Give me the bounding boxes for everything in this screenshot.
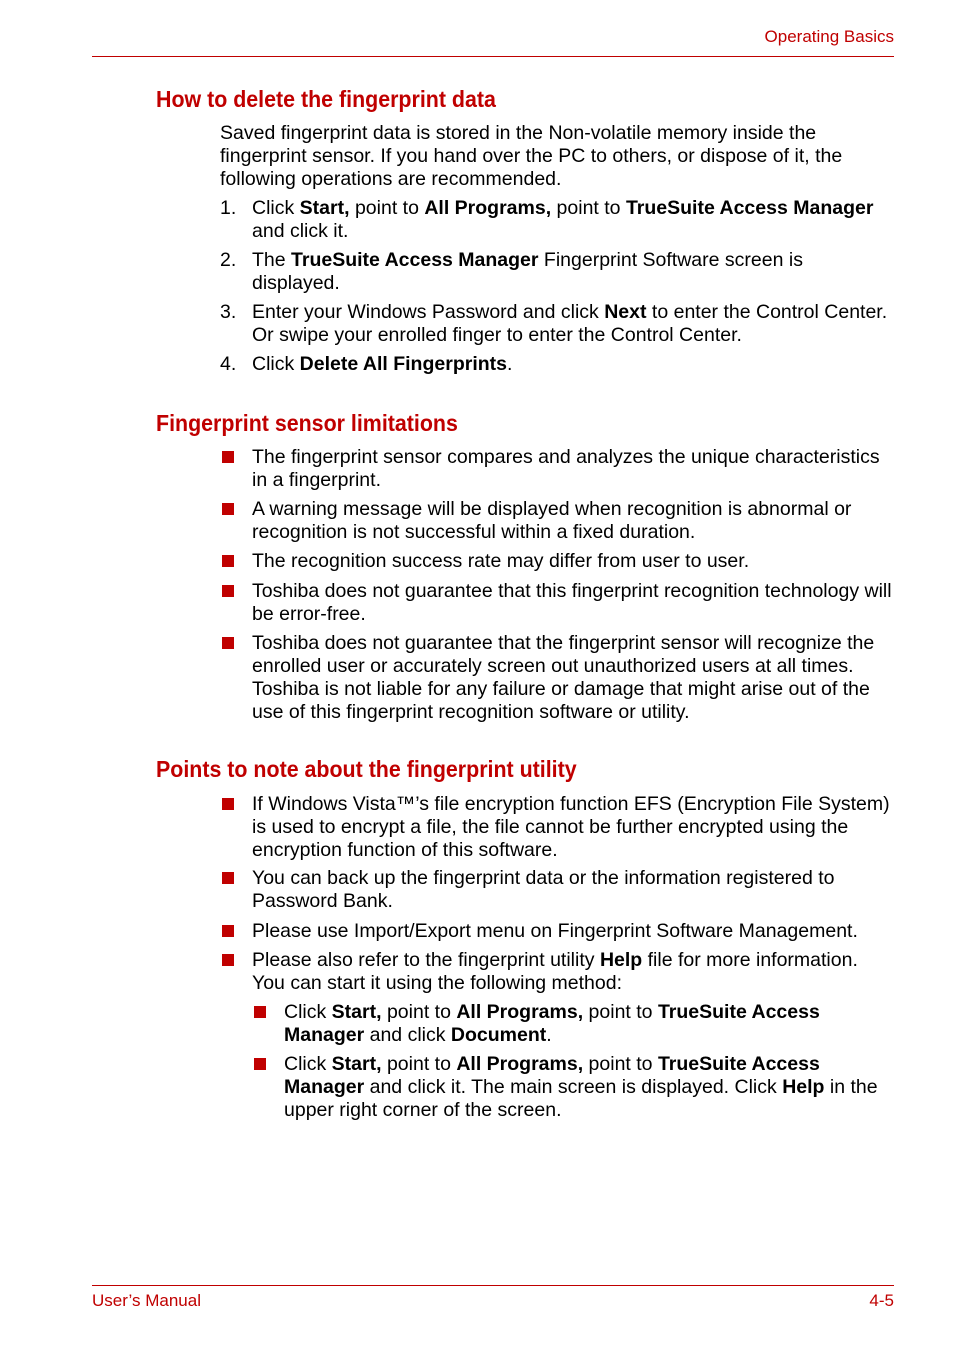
step-text: Enter your Windows Password and click Next to enter the Control Center. Or swipe your enrolled finger to enter the Control Center. (252, 301, 888, 346)
limitation-bullet: Toshiba does not guarantee that the fingerprint sensor will recognize the enrolled user or accurately screen out unauthorized users at all times. Toshiba is not liable for any failure or damage that might arise out of the use of this fingerprint recognition software or utility. (220, 632, 892, 724)
bullet-square-icon (222, 954, 234, 966)
method-sub-bullet: Click Start, point to All Programs, point to TrueSuite Access Manager and click Document. (252, 1001, 892, 1047)
note-bullet: You can back up the fingerprint data or the information registered to Password Bank. (220, 867, 892, 913)
note-bullet: Please use Import/Export menu on Fingerprint Software Management. (220, 920, 892, 943)
method-sub-bullet: Click Start, point to All Programs, point to TrueSuite Access Manager and click it. The main screen is displayed. Click Help in the upper right corner of the screen. (252, 1053, 892, 1122)
step-4 (220, 353, 892, 376)
section-heading-limitations: Fingerprint sensor limitations (156, 410, 458, 436)
page-number: 4-5 (869, 1291, 894, 1310)
step-number: 4. (220, 353, 237, 375)
step-number: 2. (220, 249, 237, 271)
running-header: Operating Basics (764, 27, 894, 46)
limitation-bullet: Toshiba does not guarantee that this fingerprint recognition technology will be error-free. (220, 580, 892, 626)
footer-manual-title: User’s Manual (92, 1291, 201, 1310)
bullet-square-icon (222, 798, 234, 810)
intro-paragraph: Saved fingerprint data is stored in the Non-volatile memory inside the fingerprint sensor. If you hand over the PC to others, or dispose of it, the following operations are recommended. (220, 122, 843, 190)
section-heading-delete: How to delete the fingerprint data (156, 86, 496, 112)
bullet-square-icon (254, 1006, 266, 1018)
limitation-bullet: The recognition success rate may differ from user to user. (220, 550, 892, 573)
footer-rule (92, 1285, 894, 1286)
bullet-square-icon (222, 925, 234, 937)
note-bullet: If Windows Vista™’s file encryption function EFS (Encryption File System) is used to encrypt a file, the file cannot be further encrypted using the encryption function of this software. (220, 793, 892, 862)
limitation-bullet: A warning message will be displayed when recognition is abnormal or recognition is not successful within a fixed duration. (220, 498, 892, 544)
bullet-square-icon (222, 555, 234, 567)
header-rule (92, 56, 894, 57)
step-2 (220, 249, 892, 295)
bullet-square-icon (254, 1058, 266, 1070)
step-text: Click Start, point to All Programs, point to TrueSuite Access Manager and click it. (252, 197, 874, 242)
bullet-square-icon (222, 872, 234, 884)
step-text: The TrueSuite Access Manager Fingerprint Software screen is displayed. (252, 249, 803, 294)
step-number: 3. (220, 301, 237, 323)
limitation-bullet: The fingerprint sensor compares and analyzes the unique characteristics in a fingerprint. (220, 446, 892, 492)
bullet-square-icon (222, 451, 234, 463)
step-text: Click Delete All Fingerprints. (252, 353, 513, 375)
bullet-square-icon (222, 585, 234, 597)
note-bullet: Please also refer to the fingerprint utility Help file for more information. You can start it using the following method: (220, 949, 892, 995)
step-1 (220, 197, 892, 243)
section-heading-points: Points to note about the fingerprint utility (156, 756, 577, 782)
step-3 (220, 301, 892, 347)
step-number: 1. (220, 197, 237, 219)
bullet-square-icon (222, 503, 234, 515)
bullet-square-icon (222, 637, 234, 649)
